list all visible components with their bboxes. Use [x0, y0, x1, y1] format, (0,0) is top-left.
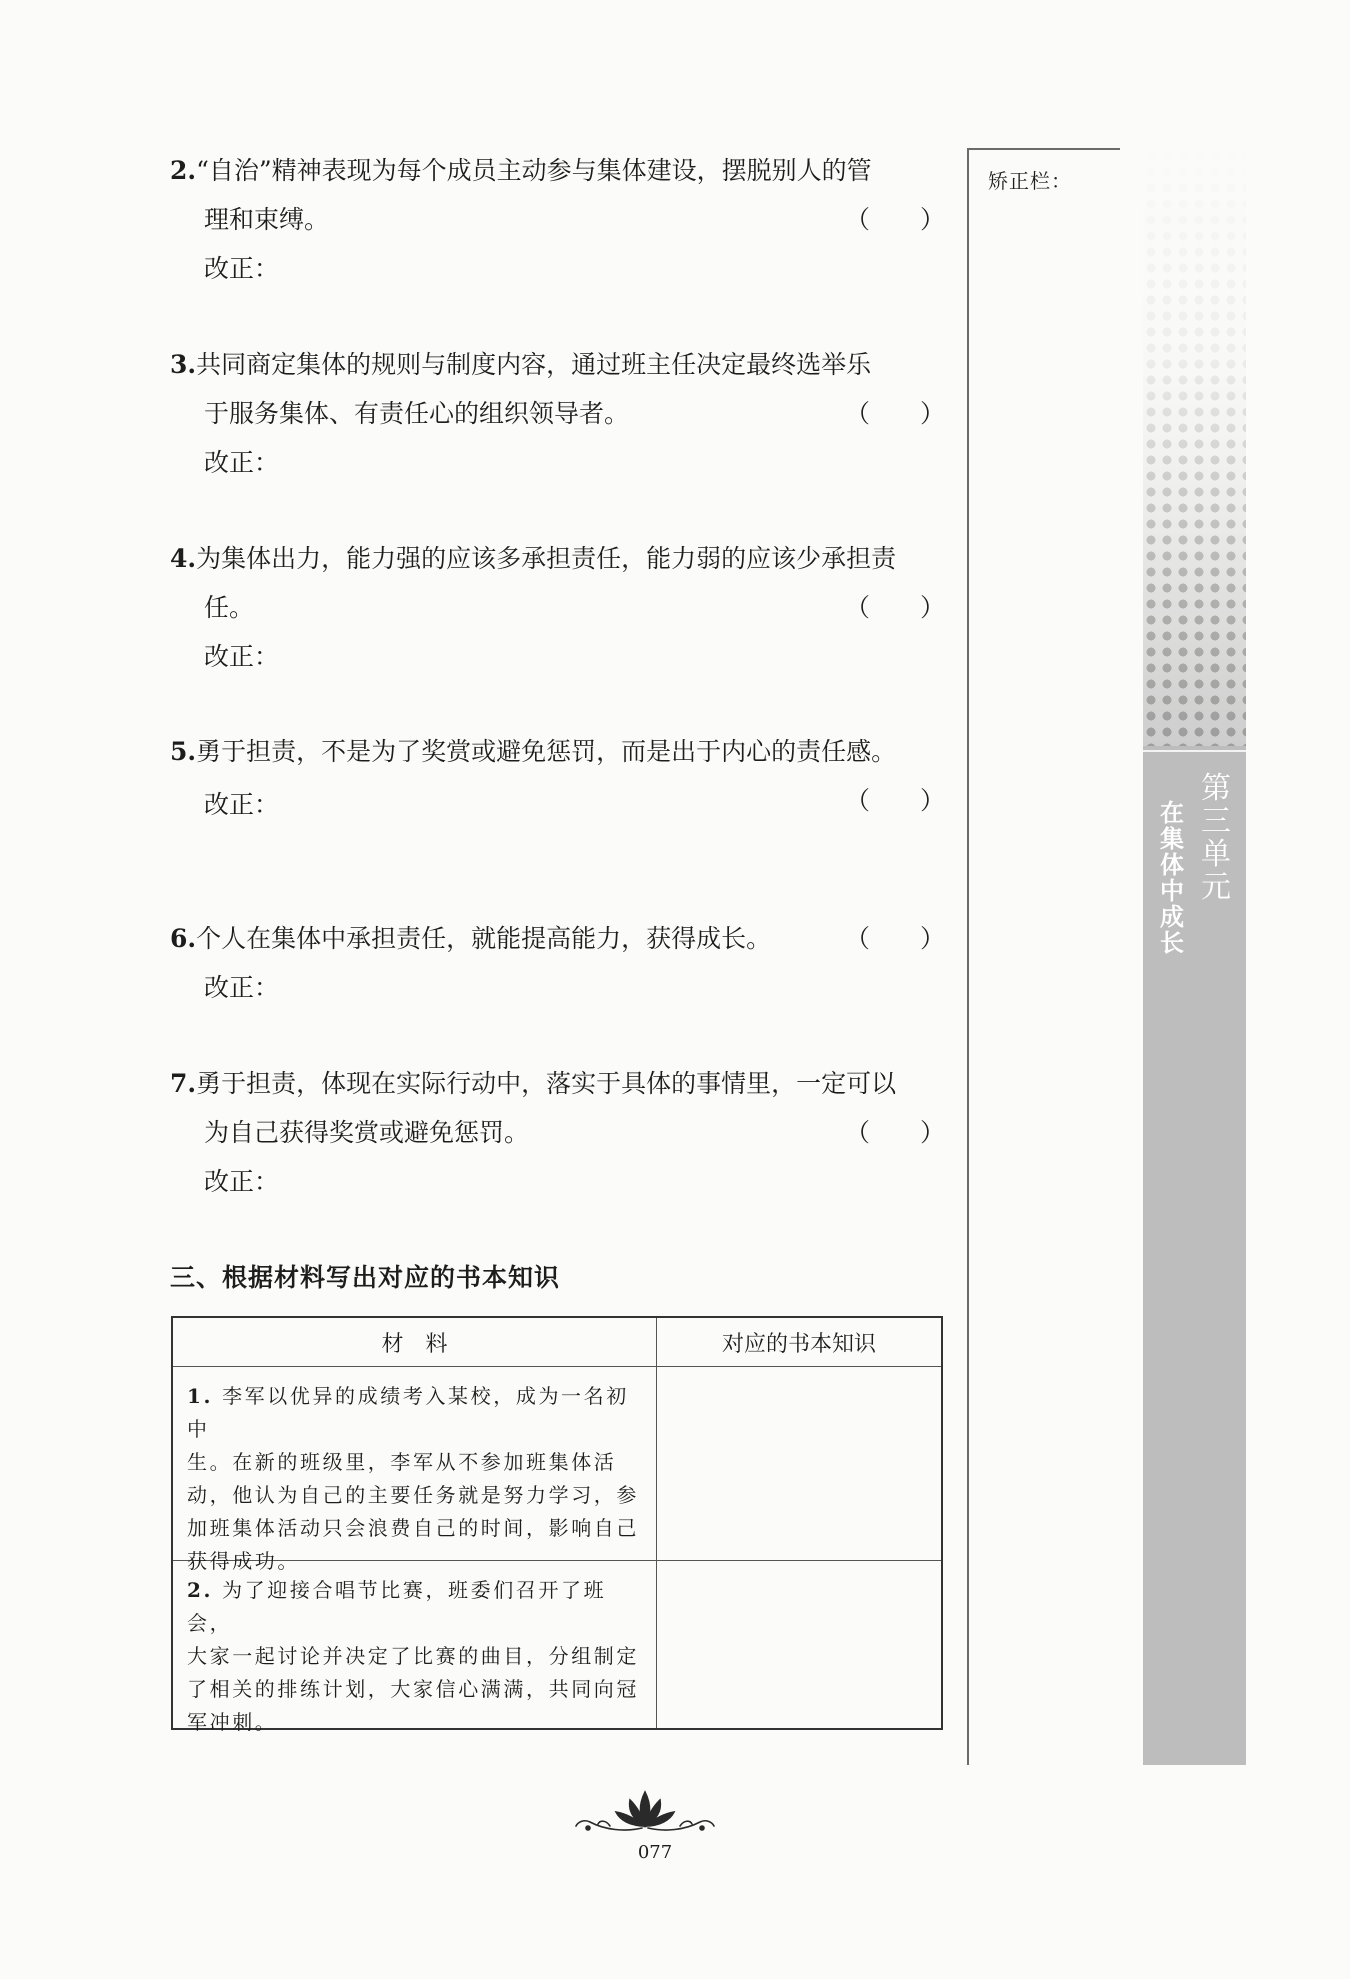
- correction-column-label: 矫正栏：: [988, 169, 1072, 193]
- table-header-row: [173, 1318, 941, 1367]
- answer-parentheses[interactable]: （ ）: [844, 593, 945, 622]
- question-text: 于服务集体、有责任心的组织领导者。: [204, 399, 630, 428]
- question-2: [170, 146, 945, 293]
- correction-label: 改正：: [204, 790, 280, 819]
- correction-label: 改正：: [204, 448, 280, 477]
- section-title: 三、根据材料写出对应的书本知识: [170, 1263, 561, 1292]
- question-text: 个人在集体中承担责任，就能提高能力，获得成长。: [196, 924, 772, 953]
- answer-parentheses[interactable]: （ ）: [844, 399, 945, 428]
- question-text: 勇于担责，体现在实际行动中，落实于具体的事情里，一定可以: [196, 1069, 897, 1098]
- correction-label: 改正：: [204, 973, 280, 1002]
- column-header-knowledge: 对应的书本知识: [721, 1331, 876, 1357]
- question-text: 为集体出力，能力强的应该多承担责任，能力弱的应该少承担责: [196, 544, 897, 573]
- material-text: 1. 李军以优异的成绩考入某校，成为一名初中 生。在新的班级里，李军从不参加班集体活 动，他认为自己的主要任务就是努力学习，参 加班集体活动只会浪费自己的时间，影响自己 获得成功。: [187, 1384, 639, 1573]
- question-text: 共同商定集体的规则与制度内容，通过班主任决定最终选举乐: [196, 350, 872, 379]
- table-row: [173, 1560, 941, 1734]
- correction-label: 改正：: [204, 642, 280, 671]
- material-text: 2. 为了迎接合唱节比赛，班委们召开了班会， 大家一起讨论并决定了比赛的曲目，分组制定 了相关的排练计划，大家信心满满，共同向冠 军冲刺。: [187, 1578, 639, 1734]
- question-number: 7.: [170, 1069, 197, 1098]
- question-4: [170, 534, 945, 681]
- question-text: “自治”精神表现为每个成员主动参与集体建设，摆脱别人的管: [196, 156, 872, 185]
- question-number: 6.: [170, 924, 197, 953]
- question-number: 5.: [170, 737, 197, 766]
- question-text: 勇于担责，不是为了奖赏或避免惩罚，而是出于内心的责任感。: [196, 737, 897, 766]
- question-number: 4.: [170, 544, 197, 573]
- question-text: 任。: [204, 593, 255, 622]
- table-row: [173, 1366, 941, 1573]
- correction-label: 改正：: [204, 254, 280, 283]
- question-number: 3.: [170, 350, 197, 379]
- material-table: [171, 1316, 943, 1734]
- question-3: [170, 340, 945, 487]
- knowledge-answer-cell[interactable]: [657, 1366, 941, 1560]
- question-7: [170, 1059, 945, 1206]
- answer-parentheses[interactable]: （ ）: [844, 924, 945, 953]
- row-number: 1.: [187, 1384, 214, 1408]
- correction-label: 改正：: [204, 1167, 280, 1196]
- question-6: [170, 914, 945, 1012]
- sidebar-divider: [1143, 750, 1246, 752]
- answer-parentheses[interactable]: （ ）: [844, 205, 945, 234]
- margin-divider: [967, 148, 969, 1765]
- column-header-material: 材 料: [381, 1331, 448, 1357]
- row-number: 2.: [187, 1578, 214, 1602]
- unit-subtitle: 在集体中成长: [1160, 799, 1184, 957]
- floral-ornament-icon: [570, 1786, 720, 1832]
- knowledge-answer-cell[interactable]: [657, 1560, 941, 1728]
- question-text: 理和束缚。: [204, 205, 330, 234]
- unit-title: 第三单元: [1201, 771, 1231, 905]
- answer-parentheses[interactable]: （ ）: [844, 786, 945, 815]
- question-number: 2.: [170, 156, 197, 185]
- answer-parentheses[interactable]: （ ）: [844, 1118, 945, 1147]
- unit-sidebar: [1143, 148, 1246, 1765]
- question-5: [170, 727, 945, 829]
- page-number: 077: [637, 1842, 673, 1863]
- question-text: 为自己获得奖赏或避免惩罚。: [204, 1118, 530, 1147]
- margin-top-rule: [968, 148, 1120, 150]
